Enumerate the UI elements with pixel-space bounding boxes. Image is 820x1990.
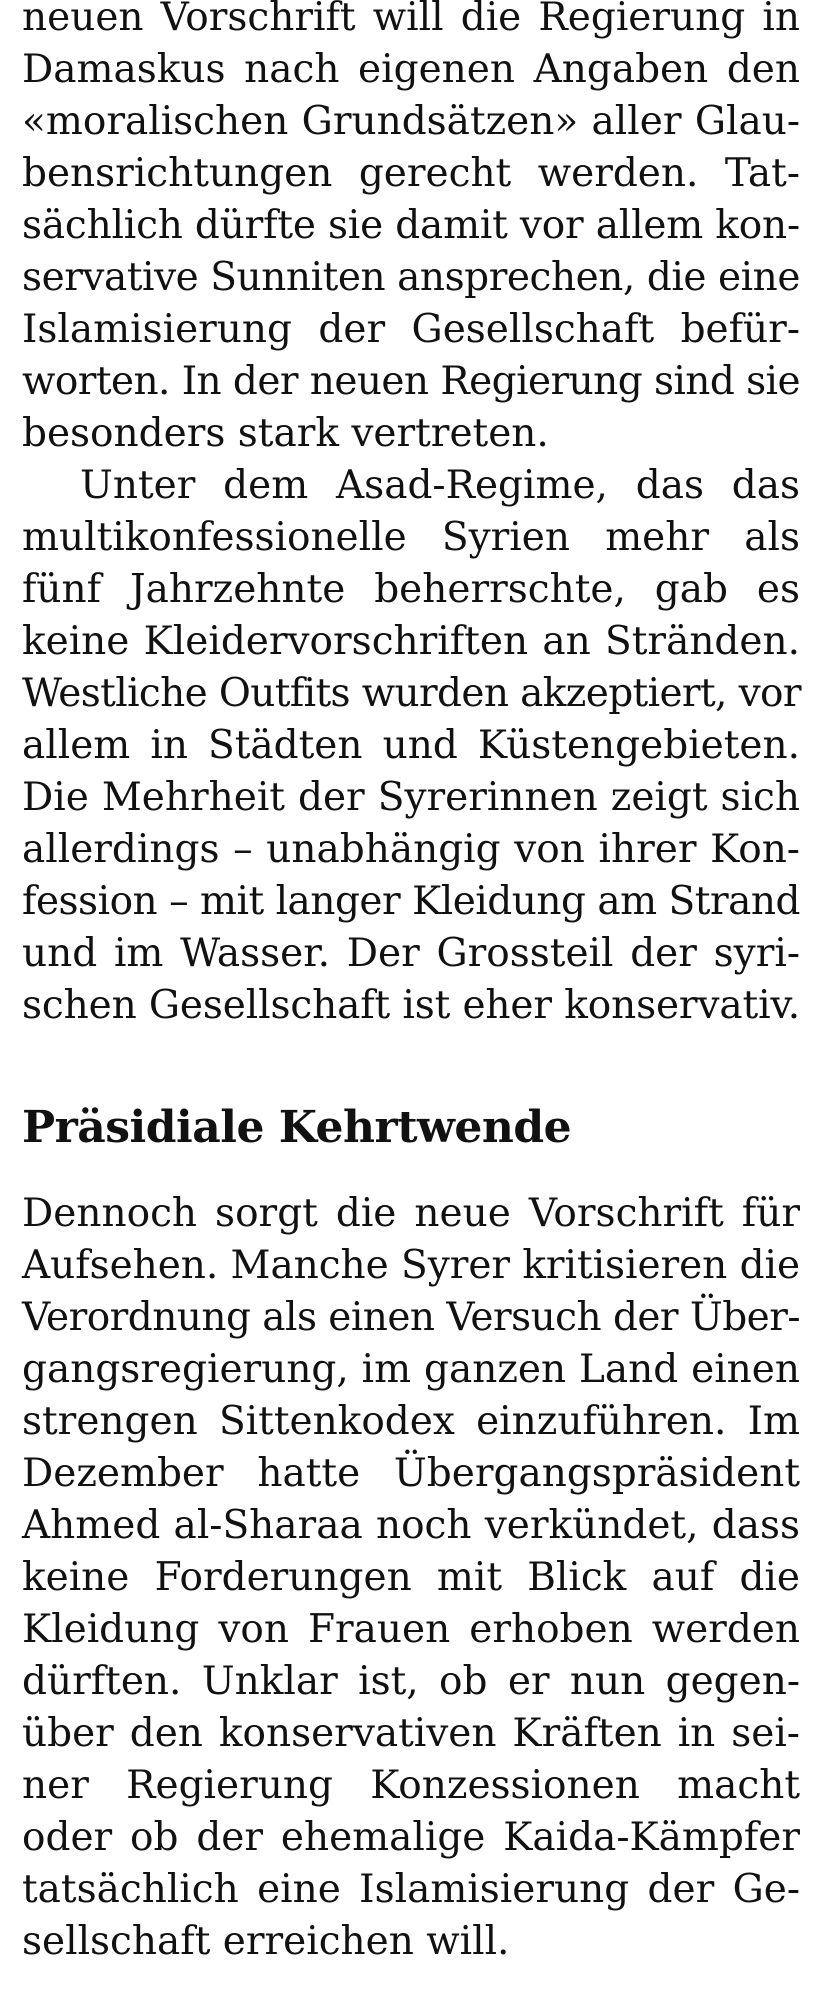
text-line: Aufsehen. Manche Syrer kritisieren die: [22, 1243, 801, 1288]
text-line: über den konservativen Kräften in sei-: [22, 1711, 800, 1756]
text-line: Die Mehrheit der Syrerinnen zeigt sich: [22, 775, 800, 820]
text-line: bensrichtungen gerecht werden. Tat-: [22, 151, 800, 196]
text-line: Damaskus nach eigenen Angaben den: [22, 47, 800, 92]
text-line: tatsächlich eine Islamisierung der Ge-: [22, 1867, 800, 1912]
text-line: gangsregierung, im ganzen Land einen: [22, 1347, 800, 1392]
text-line: sächlich dürfte sie damit vor allem kon-: [22, 203, 800, 248]
text-line: ner Regierung Konzessionen macht: [22, 1763, 800, 1808]
text-line: worten. In der neuen Regierung sind sie: [22, 359, 800, 404]
text-line: Dennoch sorgt die neue Vorschrift für: [22, 1191, 800, 1236]
text-line: besonders stark vertreten.: [22, 411, 549, 456]
text-line: sellschaft erreichen will.: [22, 1919, 510, 1964]
text-line: Westliche Outfits wurden akzeptiert, vor: [22, 671, 801, 716]
text-line: Kleidung von Frauen erhoben werden: [22, 1607, 800, 1652]
article-body-top: [22, 0, 800, 1032]
article-body-bottom: [22, 1188, 800, 1968]
text-line: allerdings – unabhängig von ihrer Kon-: [22, 827, 800, 872]
text-line: Islamisierung der Gesellschaft befür-: [22, 307, 800, 352]
text-line: allem in Städten und Küstengebieten.: [22, 723, 800, 768]
text-line: fession – mit langer Kleidung am Strand: [22, 879, 800, 924]
text-line: und im Wasser. Der Grossteil der syri-: [22, 931, 800, 976]
text-line: servative Sunniten ansprechen, die eine: [22, 255, 800, 300]
section-subheading: Präsidiale Kehrtwende: [22, 1102, 572, 1153]
text-line: «moralischen Grundsätzen» aller Glau-: [22, 99, 800, 144]
text-line: Unter dem Asad-Regime, das das: [80, 463, 800, 508]
text-line: oder ob der ehemalige Kaida-Kämpfer: [22, 1815, 800, 1860]
text-line: Ahmed al-Sharaa noch verkündet, dass: [22, 1503, 800, 1548]
text-line: neuen Vorschrift will die Regierung in: [22, 0, 800, 40]
text-line: Dezember hatte Übergangspräsident: [22, 1451, 800, 1496]
text-line: Verordnung als einen Versuch der Über-: [22, 1295, 800, 1340]
text-line: keine Forderungen mit Blick auf die: [22, 1555, 800, 1600]
text-line: fünf Jahrzehnte beherrschte, gab es: [22, 567, 800, 612]
text-line: schen Gesellschaft ist eher konservativ.: [22, 983, 800, 1028]
text-line: keine Kleidervorschriften an Stränden.: [22, 619, 800, 664]
text-line: multikonfessionelle Syrien mehr als: [22, 515, 800, 560]
text-line: dürften. Unklar ist, ob er nun gegen-: [22, 1659, 800, 1704]
text-line: strengen Sittenkodex einzuführen. Im: [22, 1399, 800, 1444]
